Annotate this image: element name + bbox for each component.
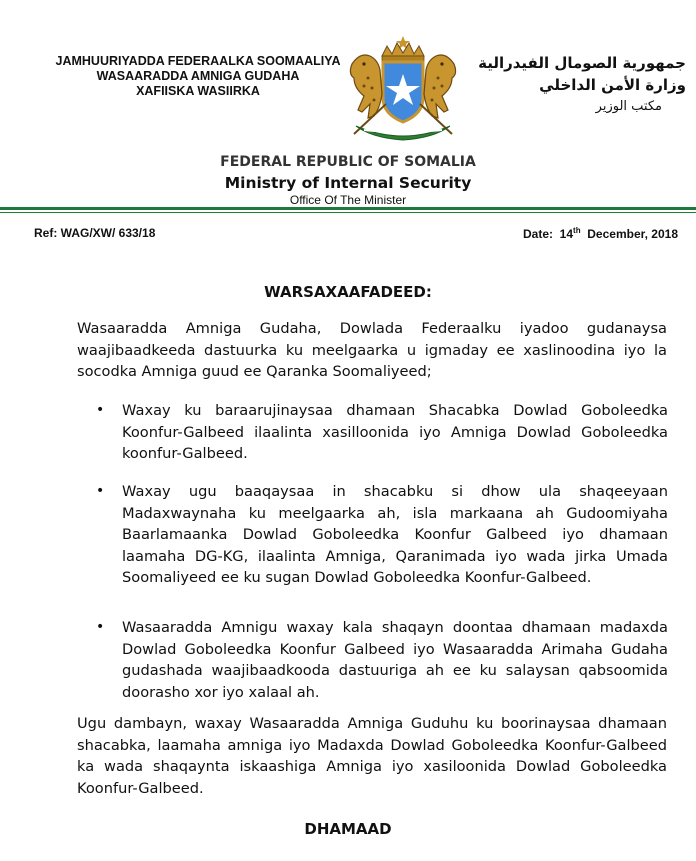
reference-number: Ref: WAG/XW/ 633/18 <box>34 226 156 240</box>
header-arabic-line-1: جمهورية الصومال الفيدرالية <box>478 54 686 72</box>
date-rest: December, 2018 <box>587 227 678 241</box>
header-somali-line-3: XAFIISKA WASIIRKA <box>136 84 260 98</box>
country-title: FEDERAL REPUBLIC OF SOMALIA <box>220 154 476 170</box>
intro-paragraph: Wasaaradda Amniga Gudaha, Dowlada Federaalku iyadoo gudanaysa waajibaadkeeda dastuurka ku meelgaarka u igmaday ee xaslinoodina iyo la socodka Amniga guud ee Qaranka Soomaliyeed; <box>77 320 667 381</box>
header-divider-thin <box>0 212 696 213</box>
header-somali-line-1: JAMHUURIYADDA FEDERAALKA SOOMAALIYA <box>55 54 341 68</box>
document-date <box>523 226 678 241</box>
date-day: 14 <box>559 227 574 241</box>
header-divider-thick <box>0 207 696 210</box>
office-subtitle: Office Of The Minister <box>289 193 407 207</box>
closing-word: DHAMAAD <box>304 820 392 838</box>
header-arabic-block <box>476 52 686 118</box>
bullet-icon: • <box>96 402 105 418</box>
header-somali-line-2: WASAARADDA AMNIGA GUDAHA <box>96 69 300 83</box>
header-somali-block <box>48 54 348 99</box>
bullet-item <box>86 617 668 703</box>
bullet-text: Wasaaradda Amnigu waxay kala shaqayn doontaa dhamaan madaxda Dowlad Goboleedka Koonfur Galbeed iyo Wasaaradda Arimaha Gudaha gudashada waajibaadkooda dastuuriga ah ee ku salaysan qabsoomida doorasho xor iyo xalaal ah. <box>122 619 668 701</box>
conclusion-paragraph: Ugu dambayn, waxay Wasaaradda Amniga Guduhu ku boorinaysaa dhamaan shacabka, laamaha amniga iyo Madaxda Dowlad Goboleedka Koonfur-Galbeed ka wada shaqaynta iskaashiga Amniga iyo xasiloonida Dowlad Goboleedka Koonfur-Galbeed. <box>77 715 667 797</box>
header-arabic-line-2: وزارة الأمن الداخلي <box>539 76 686 94</box>
bullet-list-1 <box>86 400 668 465</box>
ministry-title: Ministry of Internal Security <box>224 174 472 192</box>
bullet-text: Waxay ku baraarujinaysaa dhamaan Shacabka Dowlad Goboleedka Koonfur-Galbeed ilaalinta xasilloonida iyo Amniga Dowlad Goboleedka koonfur-Galbeed. <box>122 402 668 463</box>
somalia-coat-of-arms-icon <box>334 34 472 146</box>
date-label: Date: <box>522 227 553 241</box>
bullet-icon: • <box>96 619 105 635</box>
bullet-text: Waxay ugu baaqaysaa in shacabku si dhow ula shaqeeyaan Madaxwaynaha ku meelgaarka ah, isla markaana ah Gudoomiyaha Baarlamaanka Dowlad Goboleedka Koonfur Galbeed iyo dhamaan laamaha DG-KG, ilaalinta Amniga, Qaranimada iyo wada jirka Umada Soomaliyeed ee ku sugan Dowlad Goboleedka Koonfur-Galbeed. <box>122 483 668 587</box>
bullet-icon: • <box>96 483 105 499</box>
bullet-list-3 <box>86 617 668 703</box>
bullet-item <box>86 481 668 589</box>
header-arabic-line-3: مكتب الوزير <box>595 99 662 114</box>
date-suffix: th <box>573 226 581 235</box>
bullet-item <box>86 400 668 465</box>
press-release-heading: WARSAXAAFADEED: <box>264 283 432 301</box>
bullet-list-2 <box>86 481 668 589</box>
